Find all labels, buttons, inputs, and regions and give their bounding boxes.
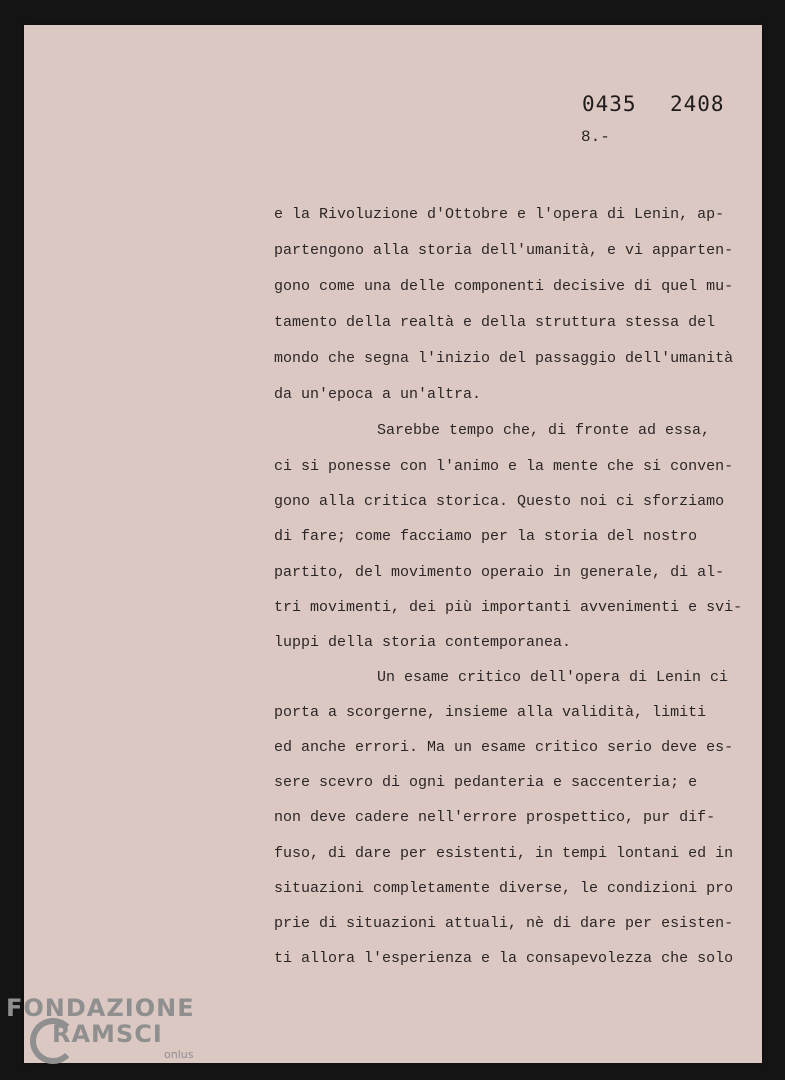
text-line: luppi della storia contemporanea. <box>274 634 572 651</box>
text-line: sere scevro di ogni pedanteria e saccenteria; e <box>274 774 698 791</box>
text-line: tamento della realtà e della struttura stessa del <box>274 314 716 331</box>
text-line: mondo che segna l'inizio del passaggio dell'umanità <box>274 350 734 367</box>
text-line: ed anche errori. Ma un esame critico serio deve es- <box>274 739 734 756</box>
text-line: Un esame critico dell'opera di Lenin ci <box>377 669 729 686</box>
text-line: tri movimenti, dei più importanti avvenimenti e svi- <box>274 599 743 616</box>
text-line: ci si ponesse con l'animo e la mente che si conven- <box>274 458 734 475</box>
text-line: Sarebbe tempo che, di fronte ad essa, <box>377 422 711 439</box>
archive-code-right: 2408 <box>670 92 725 116</box>
text-line: situazioni completamente diverse, le condizioni pro <box>274 880 734 897</box>
watermark-line2: RAMSCI <box>52 1020 163 1048</box>
text-line: e la Rivoluzione d'Ottobre e l'opera di Lenin, ap- <box>274 206 725 223</box>
text-line: di fare; come facciamo per la storia del nostro <box>274 528 698 545</box>
text-line: gono come una delle componenti decisive di quel mu- <box>274 278 734 295</box>
watermark-line1: FONDAZIONE <box>6 994 195 1022</box>
fondazione-gramsci-watermark <box>6 994 196 1074</box>
text-line: partito, del movimento operaio in generale, di al- <box>274 564 725 581</box>
text-line: fuso, di dare per esistenti, in tempi lontani ed in <box>274 845 734 862</box>
text-line: gono alla critica storica. Questo noi ci sforziamo <box>274 493 725 510</box>
page-number: 8.- <box>581 128 610 146</box>
archive-code-left: 0435 <box>582 92 637 116</box>
watermark-onlus: onlus <box>164 1048 194 1061</box>
text-line: da un'epoca a un'altra. <box>274 386 482 403</box>
text-line: prie di situazioni attuali, nè di dare per esisten- <box>274 915 734 932</box>
text-line: non deve cadere nell'errore prospettico, pur dif- <box>274 809 716 826</box>
text-line: porta a scorgerne, insieme alla validità, limiti <box>274 704 707 721</box>
text-line: partengono alla storia dell'umanità, e vi apparten- <box>274 242 734 259</box>
text-line: ti allora l'esperienza e la consapevolezza che solo <box>274 950 734 967</box>
